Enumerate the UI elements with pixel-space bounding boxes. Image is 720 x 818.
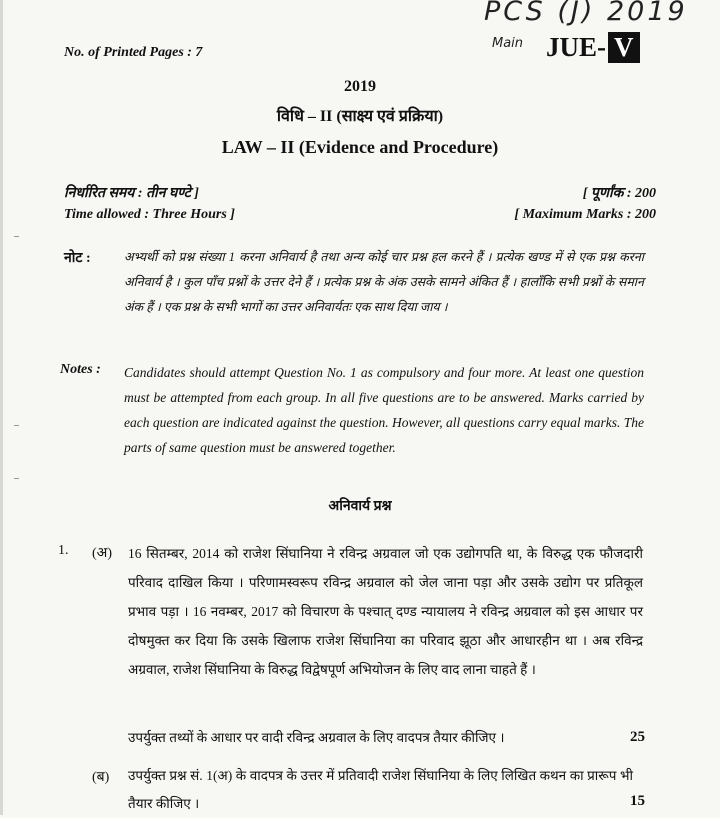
exam-year: 2019 (344, 78, 376, 95)
paper-code (546, 32, 640, 63)
question-part-a-marks: 25 (630, 729, 645, 745)
maximum-marks-english: [ Maximum Marks : 200 (514, 207, 656, 222)
question-part-b-marks: 15 (630, 793, 645, 809)
margin-mark (14, 478, 19, 479)
question-number: 1. (58, 543, 69, 558)
handwritten-annotation: PCS (J) 2019 (484, 0, 688, 27)
note-label-english: Notes : (60, 362, 101, 377)
time-allowed-hindi: निर्धारित समय : तीन घण्टे ] (64, 186, 199, 201)
time-allowed-english: Time allowed : Three Hours ] (64, 207, 235, 222)
paper-title-hindi: विधि – II (साक्ष्य एवं प्रक्रिया) (276, 108, 444, 125)
paper-title-english: LAW – II (Evidence and Procedure) (221, 137, 499, 157)
section-heading: अनिवार्य प्रश्न (328, 499, 392, 514)
margin-mark (14, 236, 19, 237)
question-part-a-instruction: उपर्युक्त तथ्यों के आधार पर वादी रविन्द्र अग्रवाल के लिए वादपत्र तैयार कीजिए । (128, 730, 505, 745)
handwritten-main-note: Main (492, 36, 524, 51)
question-part-b-label: (ब) (92, 770, 110, 785)
maximum-marks-hindi: [ पूर्णांक : 200 (582, 186, 656, 201)
note-label-hindi: नोट : (64, 251, 91, 266)
paper-code-suffix: V (608, 32, 640, 63)
paper-code-prefix: JUE- (546, 32, 606, 62)
margin-mark (14, 425, 19, 426)
note-text-hindi: अभ्यर्थी को प्रश्न संख्या 1 करना अनिवार्य है तथा अन्य कोई चार प्रश्न हल करने हैं । प्रत्येक खण्ड में से एक प्रश्न करना अनिवार्य है । कुल पाँच प्रश्नों के उत्तर देने हैं । प्रत्येक प्रश्न के अंक उसके सामने अंकित हैं । हालाँकि सभी प्रश्नों के समान अंक हैं । एक प्रश्न के सभी भागों का उत्तर अनिवार्यतः एक साथ दिया जाय । (124, 250, 644, 314)
question-part-a-text: 16 सितम्बर, 2014 को राजेश सिंघानिया ने रविन्द्र अग्रवाल जो एक उद्योगपति था, के विरुद्ध एक फौजदारी परिवाद दाखिल किया । परिणामस्वरूप रविन्द्र अग्रवाल को जेल जाना पड़ा और उसके उद्योग पर प्रतिकूल प्रभाव पड़ा । 16 नवम्बर, 2017 को विचारण के पश्चात् दण्ड न्यायालय ने रविन्द्र अग्रवाल को इस आधार पर दोषमुक्त कर दिया कि उसके खिलाफ राजेश सिंघानिया का परिवाद झूठा और आधारहीन था । अब रविन्द्र अग्रवाल, राजेश सिंघानिया के विरुद्ध विद्वेषपूर्ण अभियोजन के लिए वाद लाना चाहते हैं । (128, 546, 643, 677)
printed-pages-count: No. of Printed Pages : 7 (64, 45, 203, 60)
question-part-b-text: उपर्युक्त प्रश्न सं. 1(अ) के वादपत्र के उत्तर में प्रतिवादी राजेश सिंघानिया के लिए लिखित कथन का प्रारूप भी तैयार कीजिए । (128, 768, 633, 811)
question-part-a-label: (अ) (92, 546, 113, 561)
note-text-english: Candidates should attempt Question No. 1 as compulsory and four more. At least one question must be attempted from each group. In all five questions are to be answered. Marks carried by each question are indicated against the question. However, all questions carry equal marks. The parts of same question must be answered together. (124, 365, 644, 455)
